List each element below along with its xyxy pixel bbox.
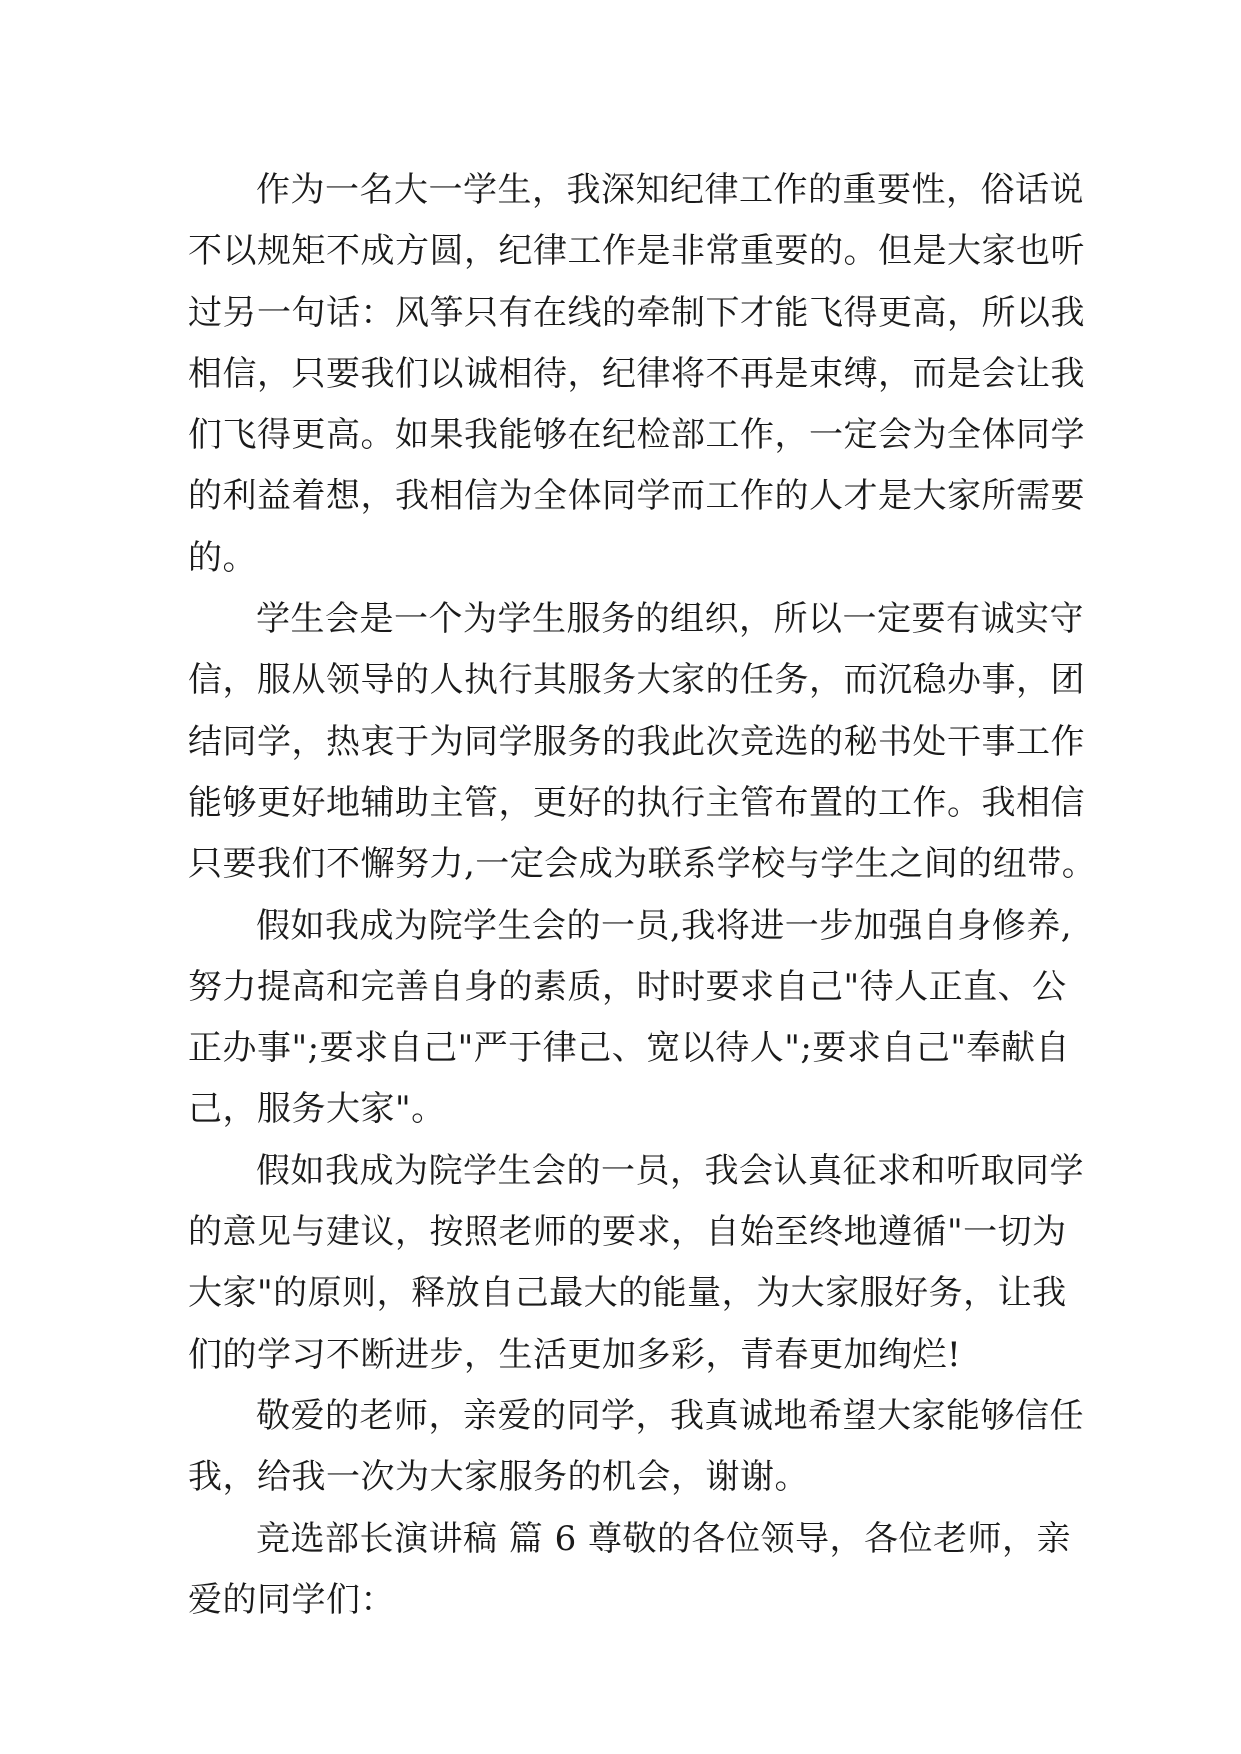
text-line: 不以规矩不成方圆，纪律工作是非常重要的。但是大家也听 (188, 231, 1085, 272)
text-line: 竞选部长演讲稿 篇 6 尊敬的各位领导，各位老师，亲 (256, 1518, 1072, 1559)
text-line: 大家"的原则，释放自己最大的能量，为大家服好务，让我 (188, 1273, 1067, 1314)
text-line: 相信，只要我们以诚相待，纪律将不再是束缚，而是会让我 (188, 353, 1085, 394)
text-line: 过另一句话：风筝只有在线的牵制下才能飞得更高，所以我 (188, 292, 1085, 333)
text-line: 己，服务大家"。 (188, 1089, 446, 1130)
text-line: 学生会是一个为学生服务的组织，所以一定要有诚实守 (256, 599, 1084, 640)
text-line: 只要我们不懈努力,一定会成为联系学校与学生之间的纽带。 (188, 844, 1097, 885)
text-line: 假如我成为院学生会的一员,我将进一步加强自身修养, (256, 905, 1073, 946)
text-line: 我，给我一次为大家服务的机会，谢谢。 (188, 1457, 809, 1498)
document-body (188, 160, 1097, 1631)
paragraph-speech-6-opening (188, 1509, 1072, 1632)
text-line: 假如我成为院学生会的一员，我会认真征求和听取同学 (256, 1150, 1084, 1191)
text-line: 能够更好地辅助主管，更好的执行主管布置的工作。我相信 (188, 782, 1085, 823)
text-line: 信，服从领导的人执行其服务大家的任务，而沉稳办事，团 (188, 660, 1085, 701)
paragraph-listening (188, 1141, 1084, 1386)
text-line: 正办事";要求自己"严于律己、宽以待人";要求自己"奉献自 (188, 1028, 1070, 1069)
text-line: 们飞得更高。如果我能够在纪检部工作，一定会为全体同学 (188, 415, 1085, 456)
paragraph-discipline (188, 160, 1085, 589)
text-line: 爱的同学们： (188, 1579, 395, 1620)
paragraph-self-improvement (188, 896, 1073, 1141)
text-line: 的利益着想，我相信为全体同学而工作的人才是大家所需要 (188, 476, 1085, 517)
paragraph-closing (188, 1386, 1084, 1509)
text-line: 结同学，热衷于为同学服务的我此次竞选的秘书处干事工作 (188, 721, 1085, 762)
text-line: 们的学习不断进步，生活更加多彩，青春更加绚烂! (188, 1334, 962, 1375)
text-line: 的。 (188, 537, 257, 578)
text-line: 敬爱的老师，亲爱的同学，我真诚地希望大家能够信任 (256, 1395, 1084, 1436)
text-line: 作为一名大一学生，我深知纪律工作的重要性，俗话说 (256, 170, 1084, 210)
text-line: 努力提高和完善自身的素质，时时要求自己"待人正直、公 (188, 966, 1067, 1007)
text-line: 的意见与建议，按照老师的要求，自始至终地遵循"一切为 (188, 1212, 1067, 1253)
paragraph-student-union (188, 589, 1097, 895)
